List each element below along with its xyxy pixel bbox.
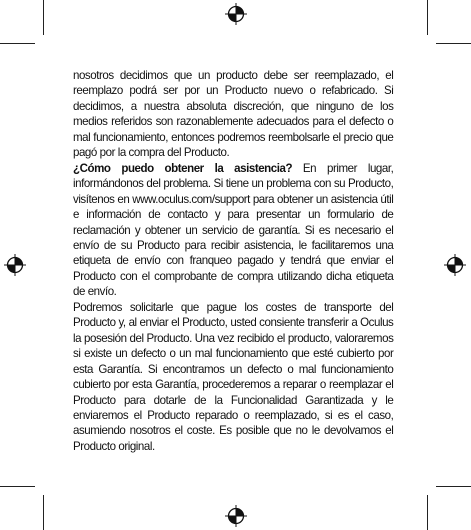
registration-mark-right-icon: [444, 254, 466, 276]
warranty-text-block: [73, 68, 393, 454]
paragraph-replacement-refund: [73, 68, 393, 161]
paragraph-how-to-get-assistance: [73, 161, 393, 300]
crop-mark-right-top: [436, 43, 471, 44]
crop-mark-left-top: [0, 43, 35, 44]
crop-mark-bottom-right: [427, 495, 428, 530]
registration-mark-top-icon: [225, 3, 247, 25]
paragraph-text: nosotros decidimos que un producto debe ser reemplazado, el reemplazo podrá ser por un Producto nuevo o refabricado. Si decidimos, a nuestra absoluta discreción, que ninguno de los medios referidos son razonablemente adecuados para el defecto o mal funcionamiento, entonces podremos reembolsarle el precio que pagó por la compra del Producto.: [73, 69, 394, 160]
registration-mark-left-icon: [4, 254, 26, 276]
registration-mark-bottom-icon: [225, 505, 247, 527]
paragraph-text: En primer lugar, informándonos del problema. Si tiene un problema con su Producto, visítenos en www.oculus.com/support para obtener un asistencia útil e información de contacto y para presentar un formulario de reclamación y obtener un servicio de garantía. Si es necesario el envío de su Producto para recibir asistencia, le facilitaremos una etiqueta de envío con franqueo pagado y tendrá que enviar el Producto con el comprobante de compra utilizando dicha etiqueta de envío.: [73, 161, 394, 299]
crop-mark-left-bottom: [0, 486, 35, 487]
crop-mark-bottom-left: [43, 495, 44, 530]
crop-mark-top-right: [427, 0, 428, 35]
paragraph-heading: ¿Cómo puedo obtener la asistencia?: [73, 161, 293, 175]
paragraph-text: Podremos solicitarle que pague los costes de transporte del Producto y, al enviar el Producto, usted consiente transferir a Oculus la posesión del Producto. Una vez recibido el producto, valoraremos si existe un defecto o un mal funcionamiento que esté cubierto por esta Garantía. Si encontramos un defecto o mal funcionamiento cubierto por esta Garantía, procederemos a reparar o reemplazar el Producto para dotarle de la Funcionalidad Garantizada y le enviaremos el Producto reparado o reemplazado, si es el caso, asumiendo nosotros el coste. Es posible que no le devolvamos el Producto original.: [73, 300, 394, 453]
crop-mark-top-left: [43, 0, 44, 35]
paragraph-shipping-costs: [73, 300, 393, 455]
crop-mark-right-bottom: [436, 486, 471, 487]
